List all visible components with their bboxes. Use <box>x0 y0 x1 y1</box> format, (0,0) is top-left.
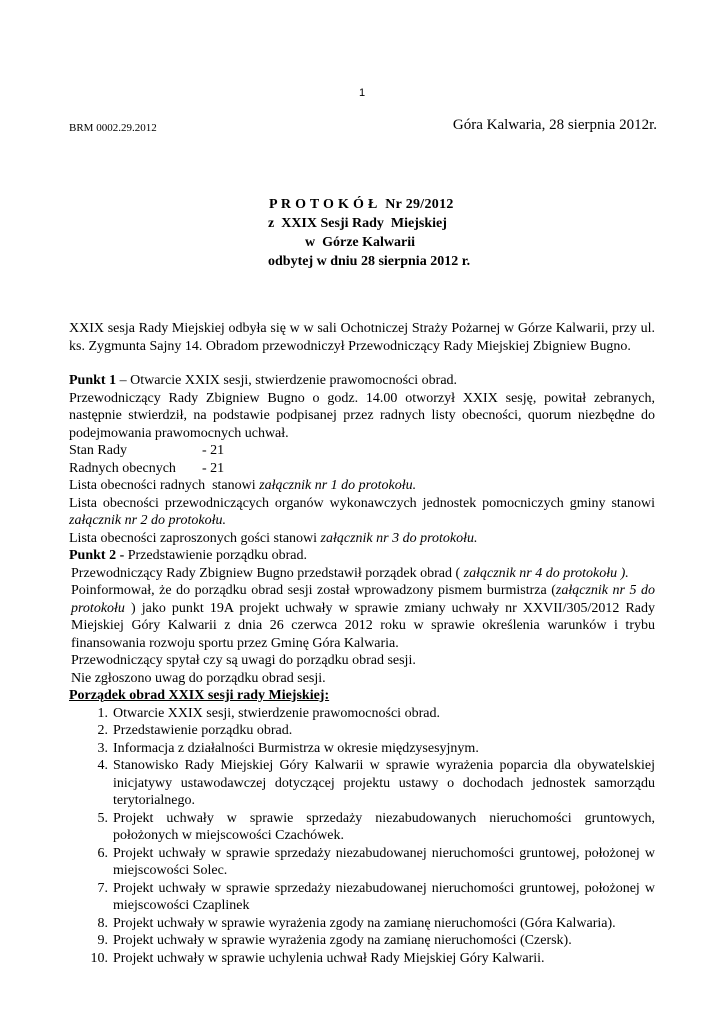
punkt2-paragraph-4: Nie zgłoszono uwag do porządku obrad sesji. <box>71 670 326 686</box>
agenda-item-text: Projekt uchwały w sprawie sprzedaży niezabudowanych nieruchomości gruntowych, położonych w miejscowości Czachówek. <box>113 810 655 843</box>
agenda-item-text: Otwarcie XXIX sesji, stwierdzenie prawomocności obrad. <box>113 705 440 721</box>
punkt1-text: Przewodniczący Rady Zbigniew Bugno o godz. 14.00 otworzył XXIX sesję, powitał zebranych, następnie stwierdził, na podstawie podpisanej przez radnych listy obecności, quorum niezbędne do podejmowania prawomocnych uchwał. <box>69 390 655 441</box>
lista-obecnosci-1: Lista obecności radnych stanowi załącznik nr 1 do protokołu. <box>69 478 417 493</box>
agenda-item <box>69 810 655 845</box>
agenda-item-text: Projekt uchwały w sprawie wyrażenia zgody na zamianę nieruchomości (Czersk). <box>113 933 572 948</box>
agenda-item-text: Projekt uchwały w sprawie sprzedaży niezabudowanej nieruchomości gruntowej, położonej w miejscowości Solec. <box>113 845 655 878</box>
punkt1-label: Punkt 1 <box>69 373 117 388</box>
stan-rady-value: - 21 <box>202 443 225 458</box>
title-line-4: odbytej w dniu 28 sierpnia 2012 r. <box>268 254 471 269</box>
agenda-item-text: Stanowisko Rady Miejskiej Góry Kalwarii w sprawie wyrażenia poparcia dla obywatelskiej inicjatywy ustawodawczej dotyczącej projektu ustawy o dochodach jednostek samorządu terytorialnego. <box>113 758 655 808</box>
lista-obecnosci-3: Lista obecności zaproszonych gości stanowi załącznik nr 3 do protokołu. <box>69 530 478 546</box>
agenda-item-text: Projekt uchwały w sprawie sprzedaży niezabudowanej nieruchomości gruntowej, położonej w miejscowości Czaplinek <box>113 880 655 913</box>
agenda-item-number: 5. <box>97 810 108 826</box>
punkt2-heading: Punkt 2 - Przedstawienie porządku obrad. <box>69 548 307 563</box>
intro-paragraph: XXIX sesja Rady Miejskiej odbyła się w w sali Ochotniczej Straży Pożarnej w Górze Kalwarii, przy ul. ks. Zygmunta Sajny 14. Obradom przewodniczył Przewodniczący Rady Miejskiej Zbigniew Bugno. <box>69 321 655 354</box>
title-line-2: z XXIX Sesji Rady Miejskiej <box>268 216 447 231</box>
agenda-item-number: 6. <box>97 845 108 861</box>
agenda-item-number: 2. <box>97 723 108 738</box>
agenda-item-text: Przedstawienie porządku obrad. <box>113 723 293 738</box>
agenda-item-number: 8. <box>97 915 108 931</box>
punkt1-heading: Punkt 1 – Otwarcie XXIX sesji, stwierdzenie prawomocności obrad. <box>69 373 458 388</box>
agenda-item <box>69 880 655 915</box>
agenda-item <box>69 705 655 723</box>
document-title <box>0 195 724 271</box>
agenda-item-number: 10. <box>90 950 108 966</box>
agenda-item <box>69 845 655 880</box>
agenda-list <box>69 705 655 968</box>
title-line-1: P R O T O K Ó Ł Nr 29/2012 <box>269 197 454 212</box>
agenda-item-text: Projekt uchwały w sprawie uchylenia uchwał Rady Miejskiej Góry Kalwarii. <box>113 950 545 966</box>
radnych-obecnych-row <box>69 460 655 478</box>
agenda-item <box>69 950 655 968</box>
agenda-item-number: 4. <box>97 758 108 773</box>
agenda-item-number: 9. <box>97 933 108 948</box>
agenda-item <box>69 740 655 758</box>
punkt2-paragraph-2: Poinformował, że do porządku obrad sesji został wprowadzony pismem burmistrza (załącznik nr 5 do protokołu ) jako punkt 19A projekt uchwały w sprawie zmiany uchwały nr XXVII/305/2012 Rady Miejskiej Góry Kalwarii z dnia 26 czerwca 2012 roku w sprawie określenia warunków i trybu finansowania rozwoju sportu przez Gminę Góra Kalwaria. <box>71 583 655 651</box>
agenda-item <box>69 932 655 950</box>
agenda-item <box>69 915 655 933</box>
document-reference: BRM 0002.29.2012 <box>69 122 157 134</box>
agenda-heading: Porządek obrad XXIX sesji rady Miejskiej: <box>69 688 330 703</box>
lista-obecnosci-2: Lista obecności przewodniczących organów wykonawczych jednostek pomocniczych gminy stanowi załącznik nr 2 do protokołu. <box>69 495 655 528</box>
punkt2-paragraph-3: Przewodniczący spytał czy są uwagi do porządku obrad sesji. <box>71 653 416 668</box>
stan-rady-row <box>69 442 655 460</box>
agenda-item-number: 3. <box>97 740 108 756</box>
punkt2-label: Punkt 2 - <box>69 548 125 563</box>
document-body <box>69 320 655 967</box>
agenda-item <box>69 722 655 740</box>
radnych-obecnych-value: - 21 <box>202 460 225 476</box>
punkt2-paragraph-1: Przewodniczący Rady Zbigniew Bugno przedstawił porządek obrad ( załącznik nr 4 do protokołu ). <box>71 565 629 581</box>
agenda-item-number: 1. <box>97 705 108 721</box>
place-and-date: Góra Kalwaria, 28 sierpnia 2012r. <box>452 117 657 133</box>
agenda-item <box>69 757 655 810</box>
agenda-item-text: Informacja z działalności Burmistrza w okresie międzysesyjnym. <box>113 740 479 756</box>
title-line-3: w Górze Kalwarii <box>305 235 416 250</box>
agenda-item-number: 7. <box>97 880 108 896</box>
page-number: 1 <box>358 87 366 99</box>
radnych-obecnych-label: Radnych obecnych <box>69 460 176 476</box>
agenda-item-text: Projekt uchwały w sprawie wyrażenia zgody na zamianę nieruchomości (Góra Kalwaria). <box>113 915 616 931</box>
stan-rady-label: Stan Rady <box>69 443 127 458</box>
